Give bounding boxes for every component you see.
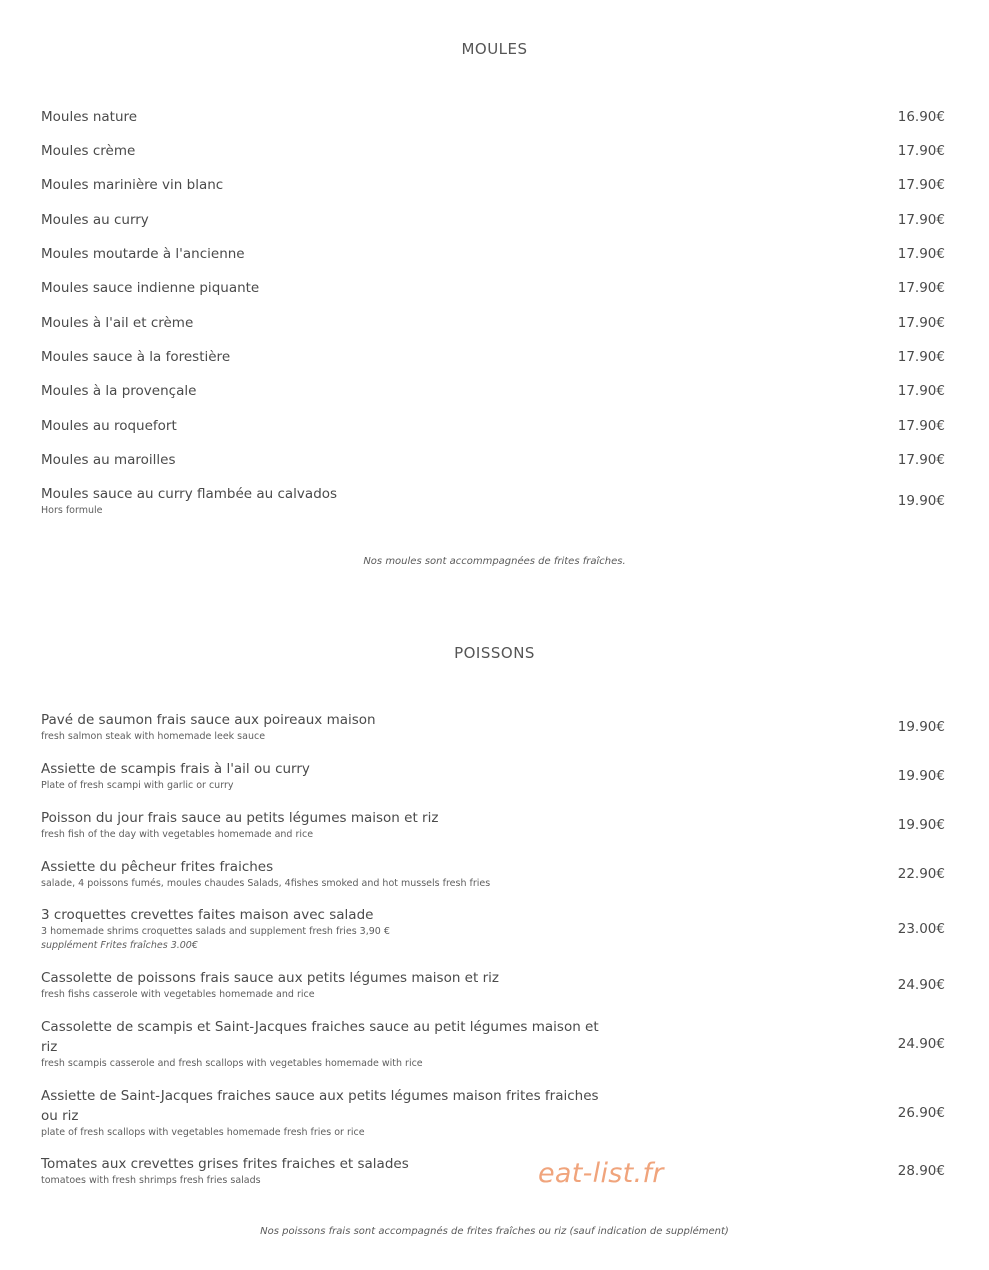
menu-item-scampis (41, 759, 945, 793)
item-price: 17.90€ (897, 212, 945, 228)
item-name: Assiette de Saint-Jacques fraiches sauce aux petits légumes maison frites fraiches ou riz (41, 1088, 599, 1124)
item-price: 19.90€ (897, 817, 945, 833)
item-name: Moules sauce au curry flambée au calvados (41, 486, 338, 502)
menu-item-moules-maroilles (41, 450, 945, 470)
menu-item-moules-calvados (41, 484, 945, 518)
item-description: fresh salmon steak with homemade leek sauce (41, 731, 266, 742)
moules-footnote: Nos moules sont accommpagnées de frites fraîches. (363, 556, 626, 567)
item-description: 3 homemade shrims croquettes salads and supplement fresh fries 3,90 € (41, 926, 390, 937)
menu-item-assiette-st-jacques (41, 1086, 945, 1140)
item-price: 17.90€ (897, 177, 945, 193)
item-name: Moules à l'ail et crème (41, 315, 194, 331)
item-price: 26.90€ (897, 1105, 945, 1121)
item-name: Moules au curry (41, 212, 149, 228)
item-description: Plate of fresh scampi with garlic or curry (41, 780, 234, 791)
item-name: Cassolette de scampis et Saint-Jacques fraiches sauce au petit légumes maison et riz (41, 1019, 599, 1055)
item-name: 3 croquettes crevettes faites maison avec salade (41, 907, 374, 923)
item-name: Moules à la provençale (41, 383, 197, 399)
item-price: 17.90€ (897, 143, 945, 159)
item-price: 23.00€ (897, 921, 945, 937)
item-price: 17.90€ (897, 280, 945, 296)
item-price: 24.90€ (897, 977, 945, 993)
item-price: 19.90€ (897, 719, 945, 735)
item-name: Moules moutarde à l'ancienne (41, 246, 245, 262)
item-price: 28.90€ (897, 1163, 945, 1179)
item-name: Pavé de saumon frais sauce aux poireaux maison (41, 712, 376, 728)
item-name: Moules sauce indienne piquante (41, 280, 260, 296)
item-description: fresh fishs casserole with vegetables homemade and rice (41, 989, 315, 1000)
menu-item-cassolette-poissons (41, 968, 945, 1002)
item-price: 17.90€ (897, 246, 945, 262)
menu-item-moules-creme (41, 141, 945, 161)
menu-item-cassolette-scampis-st-jacques (41, 1017, 945, 1071)
item-name: Assiette du pêcheur frites fraiches (41, 859, 274, 875)
menu-item-moules-nature (41, 107, 945, 127)
moules-section-title: MOULES (461, 40, 528, 58)
item-name: Moules marinière vin blanc (41, 177, 224, 193)
item-description: tomatoes with fresh shrimps fresh fries salads (41, 1175, 261, 1186)
item-name: Moules crème (41, 143, 136, 159)
menu-item-poisson-du-jour (41, 808, 945, 842)
menu-item-pave-saumon (41, 710, 945, 744)
item-price: 19.90€ (897, 768, 945, 784)
item-price: 22.90€ (897, 866, 945, 882)
menu-item-assiette-pecheur (41, 857, 945, 891)
item-name: Cassolette de poissons frais sauce aux petits légumes maison et riz (41, 970, 499, 986)
item-description: salade, 4 poissons fumés, moules chaudes Salads, 4fishes smoked and hot mussels fresh fries (41, 878, 491, 889)
item-name: Tomates aux crevettes grises frites fraiches et salades (41, 1156, 409, 1172)
menu-item-moules-provencale (41, 381, 945, 401)
item-name: Moules nature (41, 109, 138, 125)
item-name: Assiette de scampis frais à l'ail ou curry (41, 761, 310, 777)
item-price: 17.90€ (897, 383, 945, 399)
poissons-footnote: Nos poissons frais sont accompagnés de frites fraîches ou riz (sauf indication de supplément) (260, 1226, 729, 1237)
item-name: Poisson du jour frais sauce au petits légumes maison et riz (41, 810, 439, 826)
menu-item-moules-forestiere (41, 347, 945, 367)
item-supplement-note: supplément Frites fraîches 3.00€ (41, 940, 198, 951)
menu-item-moules-ail-creme (41, 313, 945, 333)
menu-item-tomates-crevettes (41, 1154, 945, 1188)
watermark-logo: eat-list.fr (538, 1158, 664, 1189)
menu-item-moules-indienne (41, 278, 945, 298)
item-description: plate of fresh scallops with vegetables homemade fresh fries or rice (41, 1127, 365, 1138)
menu-item-moules-roquefort (41, 416, 945, 436)
item-description: fresh scampis casserole and fresh scallops with vegetables homemade with rice (41, 1058, 423, 1069)
item-name: Moules au roquefort (41, 418, 177, 434)
item-price: 17.90€ (897, 452, 945, 468)
item-price: 24.90€ (897, 1036, 945, 1052)
menu-item-moules-curry (41, 210, 945, 230)
menu-item-moules-moutarde (41, 244, 945, 264)
menu-item-croquettes-crevettes (41, 905, 945, 953)
item-price: 16.90€ (897, 109, 945, 125)
item-price: 17.90€ (897, 418, 945, 434)
item-price: 17.90€ (897, 315, 945, 331)
item-price: 17.90€ (897, 349, 945, 365)
menu-item-moules-mariniere (41, 175, 945, 195)
item-name: Moules sauce à la forestière (41, 349, 231, 365)
item-name: Moules au maroilles (41, 452, 176, 468)
poissons-section-title: POISSONS (454, 644, 535, 662)
item-price: 19.90€ (897, 493, 945, 509)
item-description: Hors formule (41, 505, 103, 516)
item-description: fresh fish of the day with vegetables homemade and rice (41, 829, 314, 840)
